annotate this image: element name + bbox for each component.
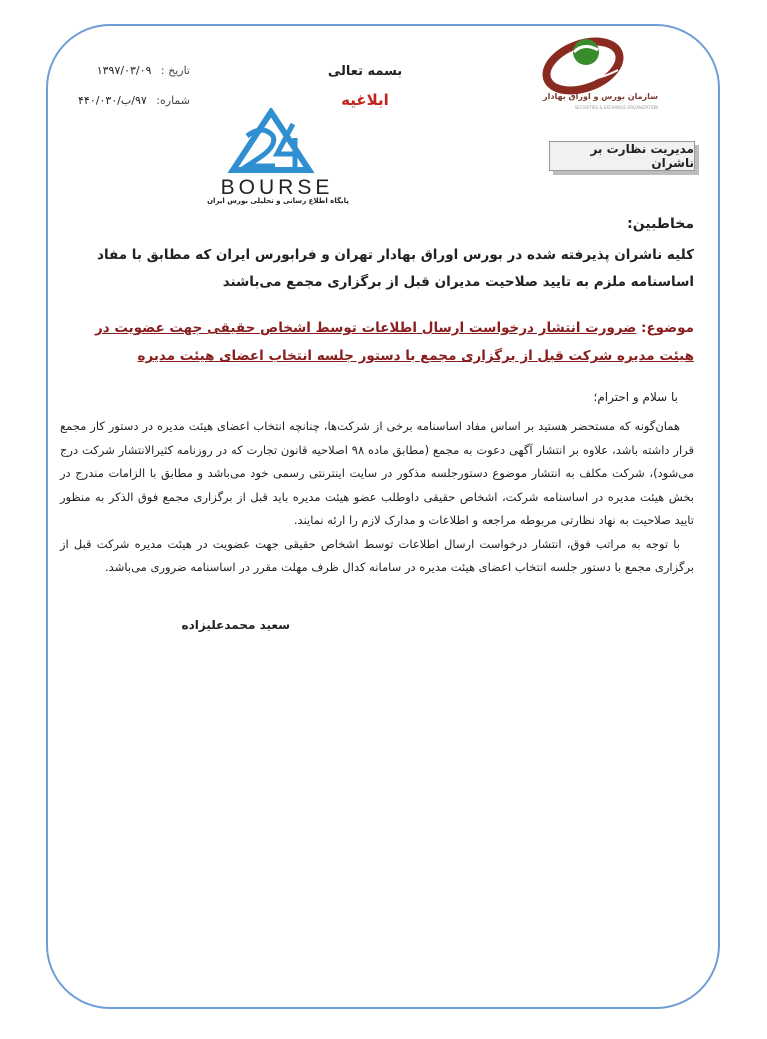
paragraph-2: با توجه به مراتب فوق، انتشار درخواست ارسال اطلاعات توسط اشخاص حقیقی جهت عضویت در هیئت مدیره شرکت قبل از برگزاری مجمع با دستور جلسه انتخاب اعضای هیئت مدیره در سامانه کدال ظرف مهلت مقرر در اساسنامه ضروری می‌باشد. [60, 536, 694, 574]
bourse-24-emblem-icon [233, 112, 309, 170]
number-label: شماره: [156, 94, 190, 107]
addressee-text: کلیه ناشران پذیرفته شده در بورس اوراق بهادار تهران و فرابورس ایران که مطابق با مفاد اساسنامه ملزم به تایید صلاحیت مدیران قبل از برگزاری مجمع می‌باشند [97, 247, 694, 290]
signature: سعید محمدعلیزاده [181, 618, 290, 632]
number-line [80, 94, 190, 107]
bourse-wordmark: BOURSE [220, 176, 334, 199]
department-box: مدیریت نظارت بر ناشران [549, 141, 695, 171]
org-name-en: SECURITIES & EXCHANGE ORGANIZATION [574, 105, 658, 110]
date-label: تاریخ : [160, 64, 190, 77]
letter-body [60, 415, 694, 580]
addressee-label: مخاطبین: [627, 216, 694, 232]
sec-org-logo [538, 30, 658, 120]
date-value: ۱۳۹۷/۰۳/۰۹ [96, 64, 152, 77]
paragraph-1: همان‌گونه که مستحضر هستید بر اساس مفاد اساسنامه برخی از شرکت‌ها، چنانچه انتخاب اعضای هیئت مدیره در دستور کار مجمع قرار داشته باشد، علاوه بر انتشار آگهی دعوت به مجمع (مطابق ماده ۹۸ اصلاحیه قانون تجارت که در روزنامه کثیرالانتشار شرکت درج می‌شود)، شرکت مکلف به انتشار موضوع دستورجلسه مذکور در سایت اینترنتی رسمی خود می‌باشد و مطابق با الزامات مندرج در بخش هیئت مدیره در اساسنامه شرکت، اشخاص حقیقی داوطلب عضو هیئت مدیره باید قبل از برگزاری مجمع فوق الذکر به منظور تایید صلاحیت به نهاد نظارتی مربوطه مراجعه و اطلاعات و مدارک لازم را ارئه نمایند. [60, 419, 694, 527]
greeting: با سلام و احترام؛ [593, 390, 678, 404]
date-line [80, 64, 190, 77]
subject-line [60, 314, 694, 370]
subject-text: ضرورت انتشار درخواست ارسال اطلاعات توسط اشخاص حقیقی جهت عضویت در هیئت مدیره شرکت قبل از برگزاری مجمع با دستور جلسه انتخاب اعضای هیئت مدیره [94, 320, 694, 364]
subject-label: موضوع: [641, 320, 694, 336]
number-value: ۹۷/ب/۴۴۰/۰۳۰ [78, 94, 147, 107]
org-name-fa: سازمان بورس و اوراق بهادار [543, 92, 658, 101]
basmala: بسمه تعالی [327, 64, 403, 79]
sec-org-emblem-icon [538, 30, 658, 96]
notice-title: ابلاغیه [341, 91, 389, 109]
bourse-caption: پایگاه اطلاع رسانی و تحلیلی بورس ایران [207, 197, 349, 205]
